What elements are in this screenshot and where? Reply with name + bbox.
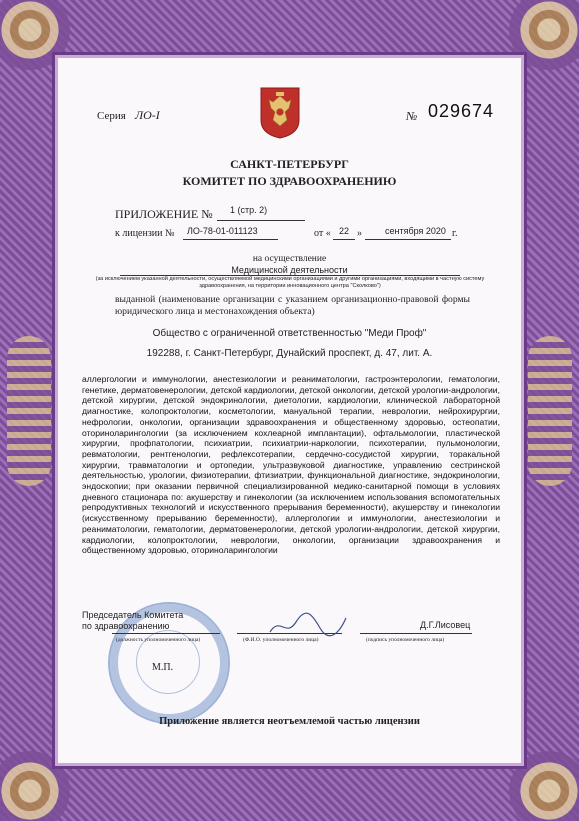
appendix-value: 1 (стр. 2): [230, 205, 268, 215]
services-list: аллергологии и иммунологии, анестезиологии и реаниматологии, гастроэнтерологии, гематологии, генетике, дерматовенерологии, детской кардиологии, детской онкологии, детской урологии-андрологии, детской хирургии, детской эндокринологии, диетологии, кардиологии, клинической лабораторной диагностике, колопроктологии, косметологии, мануальной терапии, неврологии, нейрохирургии, нефрологии, онкологии, организации здравоохранения и общественному здоровью, остеопатии, оториноларингологии (за исключением кохлеарной имплантации), офтальмологии, пластической хирургии, профпатологии, психиатрии, психиатрии-наркологии, психотерапии, пульмонологии, ревматологии, рентгенологии, рефлексотерапии, сердечно-сосудистой хирургии, торакальной хирургии, травматологии и ортопедии, ультразвуковой диагностике, управлению сестринской деятельностью, урологии, физиотерапии, фтизиатрии, функциональной диагностике, эндокринологии, эндоскопии; при оказании первичной специализированной медико-санитарной помощи в условиях дневного стационара по: акушерству и гинекологии (за исключением использования вспомогательных репродуктивных технологий и искусственного прерывания беременности), акушерству и гинекологии (искусственному прерыванию беременности), аллергологии и иммунологии, анестезиологии и реаниматологии, гематологии, дерматовенерологии, детской урологии-андрологии, детской хирургии, кардиологии, колопроктологии, неврологии, онкологии, организации здравоохранения и общественному здоровью, оториноларингологии: [82, 374, 500, 556]
license-number: 029674: [428, 101, 495, 121]
position-line: [112, 633, 220, 634]
coat-of-arms-icon: [259, 86, 301, 140]
activity-note: (за исключением указанной деятельности, осуществляемой медицинскими организациями и другими организациями, входящими в частную систему здравоохранения, на территории инновационного центра "Сколково"): [95, 276, 485, 289]
organization-address: 192288, г. Санкт-Петербург, Дунайский проспект, д. 47, лит. А.: [146, 348, 433, 359]
caption-fio: (Ф.И.О. уполномоченного лица): [243, 637, 319, 643]
signature-line: [360, 633, 472, 634]
stamp-mp-label: М.П.: [152, 662, 174, 673]
date-year-suffix: г.: [452, 228, 458, 239]
license-label: к лицензии №: [115, 228, 175, 239]
issued-to-label: выданной (наименование организации с указанием организационно-правовой формы юридического лица и местонахождения объекта): [115, 294, 470, 317]
series-label: Серия: [97, 110, 126, 122]
organization-name: Общество с ограниченной ответственностью "Меди Проф": [152, 328, 427, 339]
chair-title-line2: по здравоохранению: [82, 621, 170, 631]
heading-city: САНКТ-ПЕТЕРБУРГ: [230, 157, 349, 171]
caption-signature: (подпись уполномоченного лица): [366, 637, 445, 643]
date-prefix: от «: [314, 228, 331, 239]
month-underline: [365, 239, 451, 240]
chair-title-line1: Председатель Комитета: [82, 610, 184, 620]
license-value: ЛО-78-01-011123: [187, 226, 258, 236]
footer-note: Приложение является неотъемлемой частью лицензии: [159, 716, 420, 727]
heading-committee: КОМИТЕТ ПО ЗДРАВООХРАНЕНИЮ: [182, 174, 397, 188]
license-underline: [183, 239, 278, 240]
chair-name: Д.Г.Лисовец: [420, 620, 471, 630]
activity-intro: на осуществление: [252, 254, 327, 264]
appendix-label: ПРИЛОЖЕНИЕ №: [115, 207, 213, 221]
date-day: 22: [339, 226, 350, 236]
number-sign: №: [406, 109, 418, 123]
date-close: »: [357, 228, 362, 239]
caption-position: (должность уполномоченного лица): [116, 637, 201, 643]
day-underline: [333, 239, 355, 240]
signature-mark: [268, 610, 348, 640]
activity-type: Медицинской деятельности: [231, 265, 348, 275]
appendix-underline: [217, 220, 305, 221]
date-month-year: сентября 2020: [385, 226, 446, 236]
series-value: ЛО-I: [135, 108, 160, 122]
